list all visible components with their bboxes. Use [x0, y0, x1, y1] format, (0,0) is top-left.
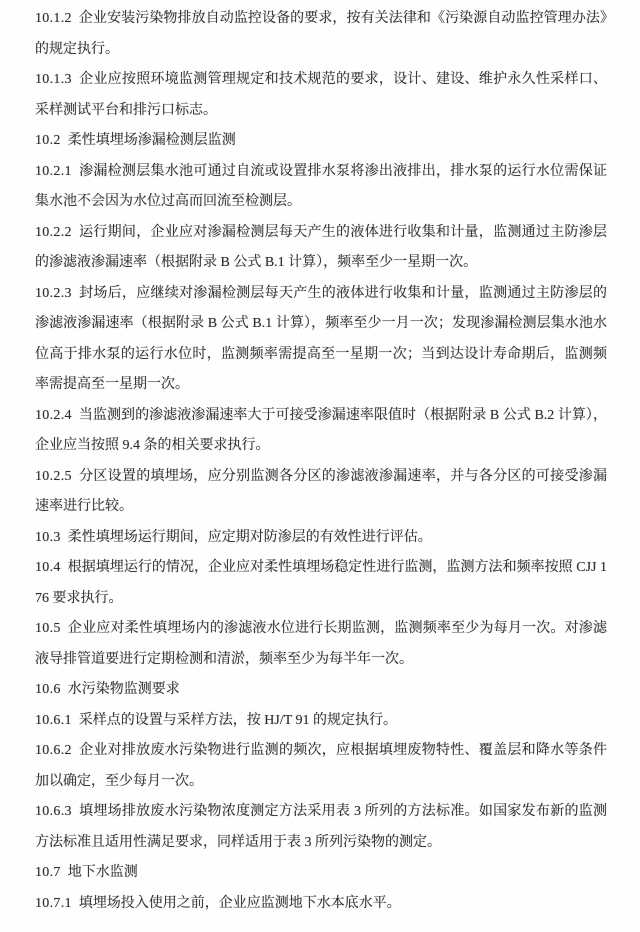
clause-text: 企业应对柔性填埋场内的渗滤液水位进行长期监测，监测频率至少为每月一次。对渗滤液导排管道要进行定期检测和清淤，频率至少为每半年一次。	[35, 621, 607, 667]
clause-10-6-3	[35, 797, 607, 858]
clause-10-2-3	[35, 279, 607, 401]
clause-10-1-2	[35, 4, 607, 65]
clause-text: 封场后，应继续对渗漏检测层每天产生的液体进行收集和计量，监测通过主防渗层的渗滤液渗漏速率（根据附录 B 公式 B.1 计算），频率至少一月一次；发现渗漏检测层集水池水位高于排水泵的运行水位时，监测频率需提高至一星期一次；当到达设计寿命期后，监测频率需提高至一星期一次。	[35, 285, 607, 392]
clause-number: 10.6.3	[35, 804, 72, 819]
clause-number: 10.2.5	[35, 468, 72, 484]
clause-10-6	[35, 675, 607, 706]
clause-10-2	[35, 126, 607, 157]
clause-number: 10.6.2	[35, 743, 72, 758]
clause-number: 10.2.3	[35, 285, 72, 301]
clause-text: 根据填埋运行的情况，企业应对柔性填埋场稳定性进行监测，监测方法和频率按照 CJJ 176 要求执行。	[35, 560, 607, 606]
clause-text: 企业安装污染物排放自动监控设备的要求，按有关法律和《污染源自动监控管理办法》的规定执行。	[35, 11, 607, 57]
clause-text: 填埋场投入使用之前，企业应监测地下水本底水平。	[78, 895, 401, 911]
clause-text: 柔性填埋场运行期间，应定期对防渗层的有效性进行评估。	[67, 529, 432, 545]
clause-text: 企业应按照环境监测管理规定和技术规范的要求，设计、建设、维护永久性采样口、采样测试平台和排污口标志。	[35, 72, 607, 118]
clause-text: 当监测到的渗滤液渗漏速率大于可接受渗漏速率限值时（根据附录 B 公式 B.2 计算），企业应当按照 9.4 条的相关要求执行。	[35, 407, 607, 453]
clause-number: 10.2	[35, 133, 61, 148]
clause-text: 采样点的设置与采样方法，按 HJ/T 91 的规定执行。	[78, 712, 398, 728]
clause-number: 10.2.2	[35, 224, 72, 240]
clause-10-2-2	[35, 218, 607, 279]
clause-10-2-5	[35, 462, 607, 523]
clause-number: 10.5	[35, 621, 61, 636]
clause-text: 地下水监测	[67, 865, 138, 880]
clause-text: 柔性填埋场渗漏检测层监测	[67, 133, 236, 148]
clause-text: 水污染物监测要求	[67, 682, 180, 697]
clause-number: 10.2.1	[35, 163, 72, 179]
clause-10-2-1	[35, 157, 607, 218]
clause-text: 运行期间，企业应对渗漏检测层每天产生的液体进行收集和计量，监测通过主防渗层的渗滤液渗漏速率（根据附录 B 公式 B.1 计算），频率至少一星期一次。	[35, 224, 607, 270]
clause-number: 10.2.4	[35, 407, 72, 423]
clause-text: 渗漏检测层集水池可通过自流或设置排水泵将渗出液排出，排水泵的运行水位需保证集水池不会因为水位过高而回流至检测层。	[35, 163, 607, 209]
clause-number: 10.4	[35, 560, 61, 575]
clause-number: 10.6	[35, 682, 61, 697]
clause-10-4	[35, 553, 607, 614]
clause-10-7-1	[35, 889, 607, 920]
clause-10-2-4	[35, 401, 607, 462]
clause-number: 10.6.1	[35, 712, 72, 728]
clause-10-7	[35, 858, 607, 889]
clause-10-6-1	[35, 706, 607, 737]
clause-10-6-2	[35, 736, 607, 797]
clause-text: 分区设置的填埋场，应分别监测各分区的渗滤液渗漏速率，并与各分区的可接受渗漏速率进行比较。	[35, 468, 607, 514]
clause-text: 填埋场排放废水污染物浓度测定方法采用表 3 所列的方法标准。如国家发布新的监测方法标准且适用性满足要求，同样适用于表 3 所列污染物的测定。	[35, 804, 607, 850]
clause-10-5	[35, 614, 607, 675]
clause-number: 10.7	[35, 865, 61, 880]
clause-number: 10.1.2	[35, 11, 72, 26]
clause-10-3	[35, 523, 607, 554]
clause-text: 企业对排放废水污染物进行监测的频次，应根据填埋废物特性、覆盖层和降水等条件加以确定，至少每月一次。	[35, 743, 607, 789]
clause-number: 10.7.1	[35, 895, 72, 911]
clause-number: 10.1.3	[35, 72, 72, 87]
clause-number: 10.3	[35, 529, 61, 545]
clause-10-1-3	[35, 65, 607, 126]
